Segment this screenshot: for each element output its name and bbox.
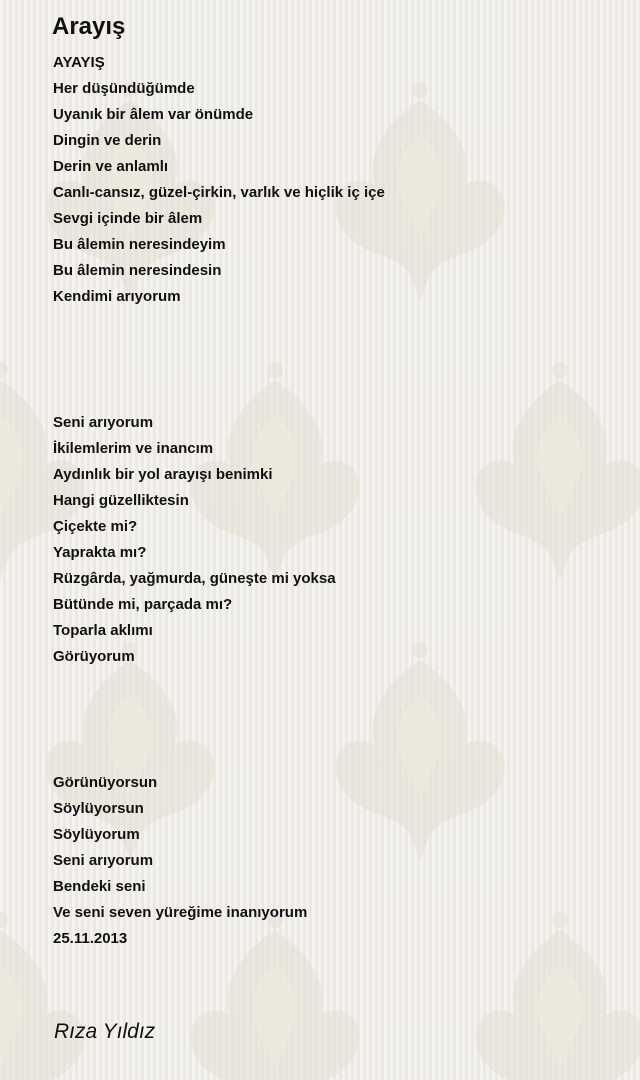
stanza-3	[53, 770, 307, 952]
poem-line: Canlı-cansız, güzel-çirkin, varlık ve hiçlik iç içe	[53, 184, 385, 201]
poem-line: Her düşündüğümde	[53, 80, 195, 97]
poem-line: Bu âlemin neresindeyim	[53, 236, 226, 253]
poem-line: Söylüyorum	[53, 826, 140, 843]
poem-line: Uyanık bir âlem var önümde	[53, 106, 254, 123]
poem-line: Yaprakta mı?	[53, 544, 147, 561]
poem-line: Kendimi arıyorum	[53, 288, 181, 305]
poem-date: 25.11.2013	[53, 930, 128, 947]
poem-author: Rıza Yıldız	[54, 1020, 156, 1043]
poem-line: Dingin ve derin	[53, 132, 162, 149]
poem-line: Bu âlemin neresindesin	[53, 262, 222, 279]
poem-line: İkilemlerim ve inancım	[53, 440, 214, 457]
poem-line: Derin ve anlamlı	[53, 158, 169, 175]
poem-line: Söylüyorsun	[53, 800, 144, 817]
poem-line: Hangi güzelliktesin	[53, 492, 189, 509]
poem-line: Toparla aklımı	[53, 622, 153, 639]
poem-line: AYAYIŞ	[53, 54, 105, 71]
poem-line: Bütünde mi, parçada mı?	[53, 596, 233, 613]
poem-line: Rüzgârda, yağmurda, güneşte mi yoksa	[53, 570, 336, 587]
stanza-2	[53, 410, 336, 670]
poem-line: Görünüyorsun	[53, 774, 158, 791]
stanza-1	[53, 50, 385, 310]
poem-line: Seni arıyorum	[53, 852, 154, 869]
poem-line: Sevgi içinde bir âlem	[53, 210, 203, 227]
poem-line: Ve seni seven yüreğime inanıyorum	[53, 904, 308, 921]
poem-title: Arayış	[52, 13, 126, 40]
poem-line: Görüyorum	[53, 648, 135, 665]
poem-line: Seni arıyorum	[53, 414, 154, 431]
poem-line: Çiçekte mi?	[53, 518, 138, 535]
poem-line: Bendeki seni	[53, 878, 146, 895]
poem-line: Aydınlık bir yol arayışı benimki	[53, 466, 273, 483]
